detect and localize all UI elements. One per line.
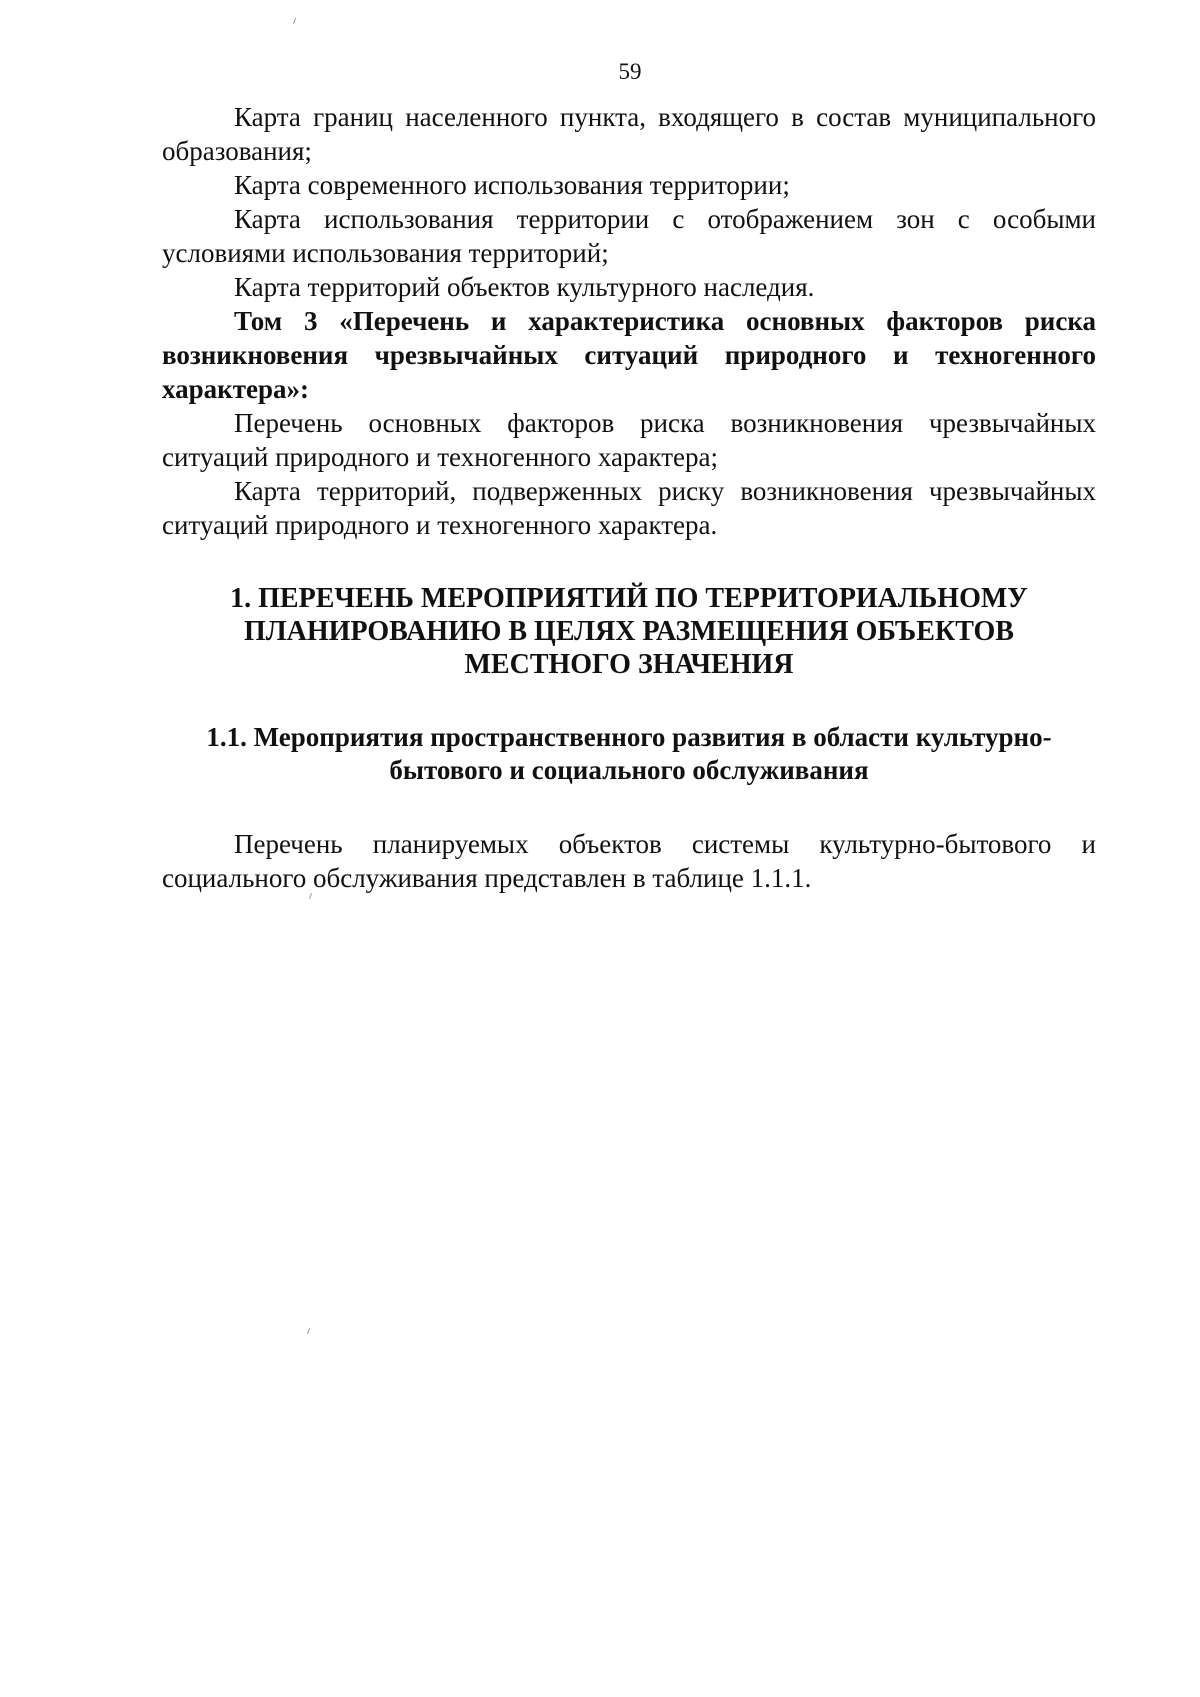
- paragraph-map-settlement-borders: Карта границ населенного пункта, входящего в состав муниципального образования;: [162, 102, 1096, 166]
- subsection-heading-line-2: бытового и социального обслуживания: [389, 755, 869, 785]
- paragraph-map-risk-territories: Карта территорий, подверженных риску возникновения чрезвычайных ситуаций природного и техногенного характера.: [162, 476, 1096, 540]
- section-heading-line-3: МЕСТНОГО ЗНАЧЕНИЯ: [464, 649, 794, 680]
- paragraph-map-special-zones: Карта использования территории с отображением зон с особыми условиями использования территорий;: [162, 204, 1096, 268]
- paragraph-map-current-land-use: Карта современного использования территории;: [234, 170, 790, 200]
- subsection-heading: [162, 721, 1096, 787]
- paragraph-risk-factors-list: Перечень основных факторов риска возникновения чрезвычайных ситуаций природного и техногенного характера;: [162, 408, 1096, 472]
- scan-mark: [309, 893, 312, 899]
- page-content: [162, 100, 1096, 895]
- section-heading: [162, 582, 1096, 681]
- page-number: 59: [618, 59, 642, 84]
- scan-mark: [307, 1328, 310, 1334]
- subsection-heading-line-1: 1.1. Мероприятия пространственного развития в области культурно-: [206, 722, 1052, 752]
- section-heading-line-1: 1. ПЕРЕЧЕНЬ МЕРОПРИЯТИЙ ПО ТЕРРИТОРИАЛЬНОМУ: [230, 583, 1028, 614]
- paragraph-map-cultural-heritage: Карта территорий объектов культурного наследия.: [234, 272, 815, 302]
- volume-3-heading: Том 3 «Перечень и характеристика основных факторов риска возникновения чрезвычайных ситуаций природного и техногенного характера»:: [162, 306, 1096, 404]
- paragraph-table-reference: Перечень планируемых объектов системы культурно-бытового и социального обслуживания представлен в таблице 1.1.1.: [162, 829, 1096, 893]
- scan-mark: [293, 18, 296, 24]
- section-heading-line-2: ПЛАНИРОВАНИЮ В ЦЕЛЯХ РАЗМЕЩЕНИЯ ОБЪЕКТОВ: [244, 616, 1014, 647]
